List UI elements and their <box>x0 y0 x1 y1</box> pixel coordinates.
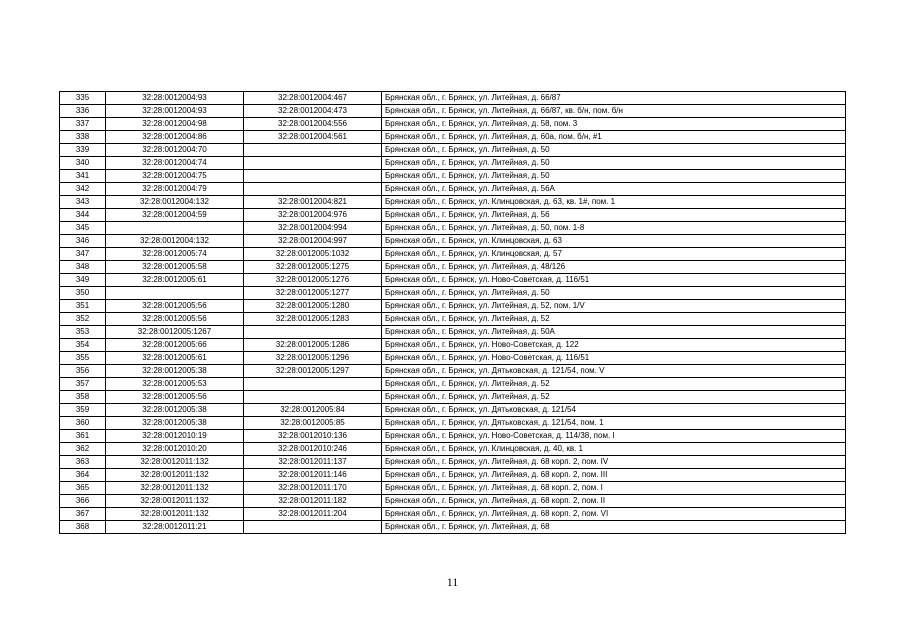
address-cell: Брянская обл., г. Брянск, ул. Литейная, д. 68 корп. 2, пом. II <box>382 495 846 508</box>
cadastral-number-cell <box>244 170 382 183</box>
row-number-cell: 345 <box>60 222 106 235</box>
row-number-cell: 347 <box>60 248 106 261</box>
address-cell: Брянская обл., г. Брянск, ул. Литейная, д. 50 <box>382 170 846 183</box>
row-number-cell: 337 <box>60 118 106 131</box>
cadastral-number-cell: 32:28:0012004:994 <box>244 222 382 235</box>
parent-cadastral-number-cell: 32:28:0012004:79 <box>106 183 244 196</box>
address-cell: Брянская обл., г. Брянск, ул. Ново-Советская, д. 116/51 <box>382 274 846 287</box>
parent-cadastral-number-cell: 32:28:0012005:38 <box>106 404 244 417</box>
cadastral-number-cell <box>244 326 382 339</box>
table-row <box>60 326 846 339</box>
row-number-cell: 358 <box>60 391 106 404</box>
cadastral-number-cell: 32:28:0012005:1296 <box>244 352 382 365</box>
table-row <box>60 378 846 391</box>
parent-cadastral-number-cell: 32:28:0012004:70 <box>106 144 244 157</box>
cadastral-number-cell: 32:28:0012010:246 <box>244 443 382 456</box>
parent-cadastral-number-cell: 32:28:0012005:74 <box>106 248 244 261</box>
parent-cadastral-number-cell: 32:28:0012004:74 <box>106 157 244 170</box>
table-row <box>60 443 846 456</box>
parent-cadastral-number-cell: 32:28:0012011:132 <box>106 469 244 482</box>
parent-cadastral-number-cell: 32:28:0012011:132 <box>106 508 244 521</box>
row-number-cell: 335 <box>60 92 106 105</box>
address-cell: Брянская обл., г. Брянск, ул. Дятьковская, д. 121/54, пом. 1 <box>382 417 846 430</box>
cadastral-number-cell: 32:28:0012005:1275 <box>244 261 382 274</box>
parent-cadastral-number-cell: 32:28:0012004:98 <box>106 118 244 131</box>
table-row <box>60 469 846 482</box>
table-row <box>60 209 846 222</box>
parent-cadastral-number-cell: 32:28:0012010:20 <box>106 443 244 456</box>
address-cell: Брянская обл., г. Брянск, ул. Литейная, д. 68 корп. 2, пом. IV <box>382 456 846 469</box>
table-row <box>60 287 846 300</box>
row-number-cell: 360 <box>60 417 106 430</box>
row-number-cell: 350 <box>60 287 106 300</box>
cadastral-number-cell: 32:28:0012005:1032 <box>244 248 382 261</box>
address-cell: Брянская обл., г. Брянск, ул. Литейная, д. 50 <box>382 157 846 170</box>
address-cell: Брянская обл., г. Брянск, ул. Дятьковская, д. 121/54, пом. V <box>382 365 846 378</box>
parent-cadastral-number-cell <box>106 287 244 300</box>
row-number-cell: 342 <box>60 183 106 196</box>
address-cell: Брянская обл., г. Брянск, ул. Клинцовская, д. 63, кв. 1#, пом. 1 <box>382 196 846 209</box>
address-cell: Брянская обл., г. Брянск, ул. Литейная, д. 52 <box>382 391 846 404</box>
row-number-cell: 338 <box>60 131 106 144</box>
table-row <box>60 248 846 261</box>
parent-cadastral-number-cell: 32:28:0012004:93 <box>106 105 244 118</box>
address-cell: Брянская обл., г. Брянск, ул. Литейная, д. 48/126 <box>382 261 846 274</box>
parent-cadastral-number-cell <box>106 222 244 235</box>
table-row <box>60 222 846 235</box>
address-cell: Брянская обл., г. Брянск, ул. Литейная, д. 52 <box>382 313 846 326</box>
row-number-cell: 366 <box>60 495 106 508</box>
table-row <box>60 300 846 313</box>
parent-cadastral-number-cell: 32:28:0012011:132 <box>106 456 244 469</box>
table-row <box>60 105 846 118</box>
row-number-cell: 339 <box>60 144 106 157</box>
address-cell: Брянская обл., г. Брянск, ул. Клинцовская, д. 63 <box>382 235 846 248</box>
cadastral-number-cell: 32:28:0012004:821 <box>244 196 382 209</box>
row-number-cell: 336 <box>60 105 106 118</box>
address-cell: Брянская обл., г. Брянск, ул. Литейная, д. 66/87, кв. б/н, пом. б/н <box>382 105 846 118</box>
address-cell: Брянская обл., г. Брянск, ул. Литейная, д. 68 корп. 2, пом. I <box>382 482 846 495</box>
cadastral-number-cell: 32:28:0012011:137 <box>244 456 382 469</box>
cadastral-number-cell: 32:28:0012011:182 <box>244 495 382 508</box>
table-row <box>60 170 846 183</box>
parent-cadastral-number-cell: 32:28:0012005:66 <box>106 339 244 352</box>
cadastral-number-cell: 32:28:0012005:1277 <box>244 287 382 300</box>
cadastral-number-cell: 32:28:0012011:170 <box>244 482 382 495</box>
table-row <box>60 495 846 508</box>
table-body <box>60 92 846 534</box>
row-number-cell: 351 <box>60 300 106 313</box>
cadastral-number-cell: 32:28:0012005:1286 <box>244 339 382 352</box>
table-row <box>60 157 846 170</box>
table-row <box>60 118 846 131</box>
address-cell: Брянская обл., г. Брянск, ул. Литейная, д. 68 корп. 2, пом. III <box>382 469 846 482</box>
row-number-cell: 359 <box>60 404 106 417</box>
table-row <box>60 482 846 495</box>
table-row <box>60 339 846 352</box>
parent-cadastral-number-cell: 32:28:0012010:19 <box>106 430 244 443</box>
table-row <box>60 313 846 326</box>
row-number-cell: 365 <box>60 482 106 495</box>
address-cell: Брянская обл., г. Брянск, ул. Дятьковская, д. 121/54 <box>382 404 846 417</box>
row-number-cell: 343 <box>60 196 106 209</box>
page-number: 11 <box>446 575 459 589</box>
table-row <box>60 352 846 365</box>
cadastral-number-cell: 32:28:0012004:473 <box>244 105 382 118</box>
address-cell: Брянская обл., г. Брянск, ул. Литейная, д. 56 <box>382 209 846 222</box>
address-cell: Брянская обл., г. Брянск, ул. Литейная, д. 50 <box>382 144 846 157</box>
address-cell: Брянская обл., г. Брянск, ул. Литейная, д. 60а, пом. б/н, #1 <box>382 131 846 144</box>
row-number-cell: 348 <box>60 261 106 274</box>
row-number-cell: 356 <box>60 365 106 378</box>
parent-cadastral-number-cell: 32:28:0012005:1267 <box>106 326 244 339</box>
address-cell: Брянская обл., г. Брянск, ул. Клинцовская, д. 40, кв. 1 <box>382 443 846 456</box>
table-row <box>60 235 846 248</box>
cadastral-number-cell: 32:28:0012004:467 <box>244 92 382 105</box>
cadastral-number-cell: 32:28:0012005:85 <box>244 417 382 430</box>
cadastral-number-cell <box>244 378 382 391</box>
cadastral-number-cell: 32:28:0012004:561 <box>244 131 382 144</box>
address-cell: Брянская обл., г. Брянск, ул. Клинцовская, д. 57 <box>382 248 846 261</box>
table-row <box>60 404 846 417</box>
address-cell: Брянская обл., г. Брянск, ул. Ново-Советская, д. 116/51 <box>382 352 846 365</box>
row-number-cell: 349 <box>60 274 106 287</box>
row-number-cell: 362 <box>60 443 106 456</box>
table-row <box>60 183 846 196</box>
cadastral-number-cell: 32:28:0012011:204 <box>244 508 382 521</box>
parent-cadastral-number-cell: 32:28:0012005:56 <box>106 313 244 326</box>
row-number-cell: 367 <box>60 508 106 521</box>
address-cell: Брянская обл., г. Брянск, ул. Литейная, д. 56А <box>382 183 846 196</box>
cadastral-table <box>59 91 846 534</box>
cadastral-number-cell: 32:28:0012005:84 <box>244 404 382 417</box>
parent-cadastral-number-cell: 32:28:0012011:21 <box>106 521 244 534</box>
table-row <box>60 521 846 534</box>
address-cell: Брянская обл., г. Брянск, ул. Литейная, д. 52 <box>382 378 846 391</box>
address-cell: Брянская обл., г. Брянск, ул. Литейная, д. 66/87 <box>382 92 846 105</box>
cadastral-number-cell <box>244 157 382 170</box>
table-row <box>60 144 846 157</box>
parent-cadastral-number-cell: 32:28:0012011:132 <box>106 482 244 495</box>
row-number-cell: 354 <box>60 339 106 352</box>
address-cell: Брянская обл., г. Брянск, ул. Литейная, д. 50, пом. 1-8 <box>382 222 846 235</box>
address-cell: Брянская обл., г. Брянск, ул. Литейная, д. 68 <box>382 521 846 534</box>
parent-cadastral-number-cell: 32:28:0012005:53 <box>106 378 244 391</box>
row-number-cell: 363 <box>60 456 106 469</box>
row-number-cell: 340 <box>60 157 106 170</box>
row-number-cell: 341 <box>60 170 106 183</box>
cadastral-number-cell: 32:28:0012005:1283 <box>244 313 382 326</box>
parent-cadastral-number-cell: 32:28:0012005:56 <box>106 300 244 313</box>
cadastral-number-cell: 32:28:0012010:136 <box>244 430 382 443</box>
table-row <box>60 508 846 521</box>
parent-cadastral-number-cell: 32:28:0012004:132 <box>106 235 244 248</box>
cadastral-number-cell: 32:28:0012005:1280 <box>244 300 382 313</box>
table-row <box>60 365 846 378</box>
row-number-cell: 368 <box>60 521 106 534</box>
cadastral-number-cell <box>244 144 382 157</box>
parent-cadastral-number-cell: 32:28:0012005:58 <box>106 261 244 274</box>
row-number-cell: 344 <box>60 209 106 222</box>
table-row <box>60 131 846 144</box>
table-row <box>60 196 846 209</box>
cadastral-number-cell: 32:28:0012004:997 <box>244 235 382 248</box>
parent-cadastral-number-cell: 32:28:0012004:86 <box>106 131 244 144</box>
address-cell: Брянская обл., г. Брянск, ул. Ново-Советская, д. 122 <box>382 339 846 352</box>
row-number-cell: 355 <box>60 352 106 365</box>
table-row <box>60 274 846 287</box>
row-number-cell: 364 <box>60 469 106 482</box>
table-row <box>60 92 846 105</box>
table-row <box>60 261 846 274</box>
parent-cadastral-number-cell: 32:28:0012005:61 <box>106 274 244 287</box>
cadastral-number-cell: 32:28:0012005:1297 <box>244 365 382 378</box>
address-cell: Брянская обл., г. Брянск, ул. Литейная, д. 58, пом. 3 <box>382 118 846 131</box>
table-row <box>60 417 846 430</box>
parent-cadastral-number-cell: 32:28:0012005:56 <box>106 391 244 404</box>
table-row <box>60 391 846 404</box>
address-cell: Брянская обл., г. Брянск, ул. Литейная, д. 68 корп. 2, пом. VI <box>382 508 846 521</box>
parent-cadastral-number-cell: 32:28:0012004:132 <box>106 196 244 209</box>
cadastral-number-cell: 32:28:0012005:1276 <box>244 274 382 287</box>
parent-cadastral-number-cell: 32:28:0012004:75 <box>106 170 244 183</box>
parent-cadastral-number-cell: 32:28:0012005:61 <box>106 352 244 365</box>
cadastral-number-cell <box>244 521 382 534</box>
table-row <box>60 456 846 469</box>
address-cell: Брянская обл., г. Брянск, ул. Литейная, д. 52, пом. 1/V <box>382 300 846 313</box>
cadastral-number-cell <box>244 183 382 196</box>
address-cell: Брянская обл., г. Брянск, ул. Ново-Советская, д. 114/38, пом. I <box>382 430 846 443</box>
cadastral-number-cell: 32:28:0012011:146 <box>244 469 382 482</box>
row-number-cell: 357 <box>60 378 106 391</box>
cadastral-number-cell: 32:28:0012004:556 <box>244 118 382 131</box>
parent-cadastral-number-cell: 32:28:0012005:38 <box>106 417 244 430</box>
cadastral-number-cell: 32:28:0012004:976 <box>244 209 382 222</box>
address-cell: Брянская обл., г. Брянск, ул. Литейная, д. 50А <box>382 326 846 339</box>
cadastral-number-cell <box>244 391 382 404</box>
parent-cadastral-number-cell: 32:28:0012004:93 <box>106 92 244 105</box>
parent-cadastral-number-cell: 32:28:0012011:132 <box>106 495 244 508</box>
parent-cadastral-number-cell: 32:28:0012004:59 <box>106 209 244 222</box>
row-number-cell: 361 <box>60 430 106 443</box>
row-number-cell: 346 <box>60 235 106 248</box>
parent-cadastral-number-cell: 32:28:0012005:38 <box>106 365 244 378</box>
table-row <box>60 430 846 443</box>
address-cell: Брянская обл., г. Брянск, ул. Литейная, д. 50 <box>382 287 846 300</box>
row-number-cell: 353 <box>60 326 106 339</box>
row-number-cell: 352 <box>60 313 106 326</box>
